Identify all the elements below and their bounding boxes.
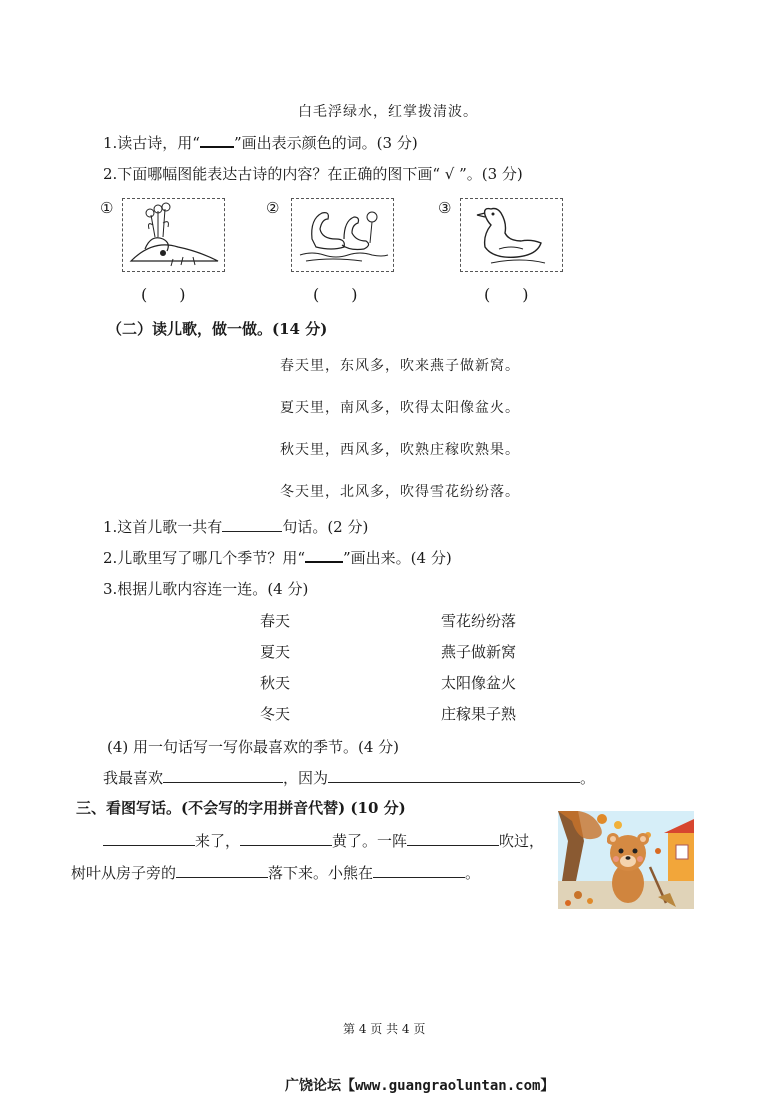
match-right-1[interactable]: 雪花纷纷落 <box>441 612 517 630</box>
picture-2-box[interactable] <box>291 198 394 272</box>
section-2-question-2 <box>103 547 452 568</box>
match-left-4[interactable]: 冬天 <box>260 705 291 723</box>
rhyme-line-2: 夏天里，南风多，吹得太阳像盆火。 <box>280 400 520 416</box>
question-1-post: ”画出表示颜色的词。(3 分) <box>233 134 418 152</box>
match-left-2[interactable]: 夏天 <box>260 643 291 661</box>
picture-1-box[interactable] <box>122 198 225 272</box>
picture-2-answer[interactable]: ( ) <box>313 285 358 304</box>
line2-a: 树叶从房子旁的 <box>71 864 177 882</box>
section-2-question-3: 3.根据儿歌内容连一连。(4 分) <box>103 580 309 598</box>
reason-blank[interactable] <box>328 766 580 783</box>
bear-sweeping-leaves-illustration-icon <box>558 811 694 909</box>
underline-sample-2 <box>305 547 343 563</box>
blank-4[interactable] <box>176 861 268 878</box>
picture-1-number: ① <box>100 199 114 217</box>
rhyme-line-4: 冬天里，北风多，吹得雪花纷纷落。 <box>280 484 520 500</box>
favorite-season-blank[interactable] <box>163 766 283 783</box>
picture-1-answer[interactable]: ( ) <box>141 285 186 304</box>
rhyme-line-3: 秋天里，西风多，吹熟庄稼吹熟果。 <box>280 442 520 458</box>
flower-rock-drawing-icon <box>123 199 224 271</box>
line2-b: 落下来。小熊在 <box>268 864 374 882</box>
s2q1-post: 句话。(2 分) <box>282 518 369 536</box>
section-2-question-1 <box>103 515 368 537</box>
line2-c: 。 <box>465 864 481 882</box>
match-right-3[interactable]: 太阳像盆火 <box>441 674 517 692</box>
section-3-line-1 <box>103 829 544 851</box>
line1-c: 吹过， <box>499 832 545 850</box>
match-right-2[interactable]: 燕子做新窝 <box>441 643 517 661</box>
match-left-1[interactable]: 春天 <box>260 612 291 630</box>
blank-2[interactable] <box>240 829 332 846</box>
match-right-4[interactable]: 庄稼果子熟 <box>441 705 517 723</box>
answer-end: 。 <box>580 769 596 787</box>
s2q2-post: ”画出来。(4 分) <box>342 549 452 567</box>
picture-3-box[interactable] <box>460 198 563 272</box>
site-footer: 广饶论坛【www.guangraoluntan.com】 <box>285 1078 555 1094</box>
section-2-question-4: (4) 用一句话写一写你最喜欢的季节。(4 分) <box>107 738 400 756</box>
line1-b: 黄了。一阵 <box>332 832 408 850</box>
duck-drawing-icon <box>461 199 562 271</box>
line1-a: 来了， <box>195 832 241 850</box>
blank-3[interactable] <box>407 829 499 846</box>
blank-5[interactable] <box>373 861 465 878</box>
picture-2-number: ② <box>266 199 280 217</box>
answer-mid: ，因为 <box>283 769 329 787</box>
rhyme-line-1: 春天里，东风多，吹来燕子做新窝。 <box>280 358 520 374</box>
picture-3-answer[interactable]: ( ) <box>484 285 529 304</box>
picture-3-number: ③ <box>438 199 452 217</box>
question-1-pre: 1.读古诗，用“ <box>103 134 200 152</box>
s2q1-blank[interactable] <box>222 515 282 532</box>
match-left-3[interactable]: 秋天 <box>260 674 291 692</box>
page-number: 第 4 页 共 4 页 <box>343 1022 426 1036</box>
s2q2-pre: 2.儿歌里写了哪几个季节？用“ <box>103 549 305 567</box>
question-2: 2.下面哪幅图能表达古诗的内容？在正确的图下画“ √ ”。(3 分) <box>103 165 523 183</box>
section-3-title: 三、看图写话。(不会写的字用拼音代替) (10 分) <box>76 799 406 817</box>
question-1 <box>103 132 418 153</box>
blank-1[interactable] <box>103 829 195 846</box>
section-3-line-2 <box>71 861 480 883</box>
answer-pre: 我最喜欢 <box>103 769 164 787</box>
underline-sample <box>200 132 234 148</box>
section-2-title: （二）读儿歌，做一做。(14 分) <box>107 320 328 338</box>
section-2-question-4-answer <box>103 766 595 788</box>
swans-on-water-drawing-icon <box>292 199 393 271</box>
poem-line: 白毛浮绿水，红掌拨清波。 <box>298 104 478 120</box>
s2q1-pre: 1.这首儿歌一共有 <box>103 518 223 536</box>
bear-illustration <box>558 811 694 909</box>
